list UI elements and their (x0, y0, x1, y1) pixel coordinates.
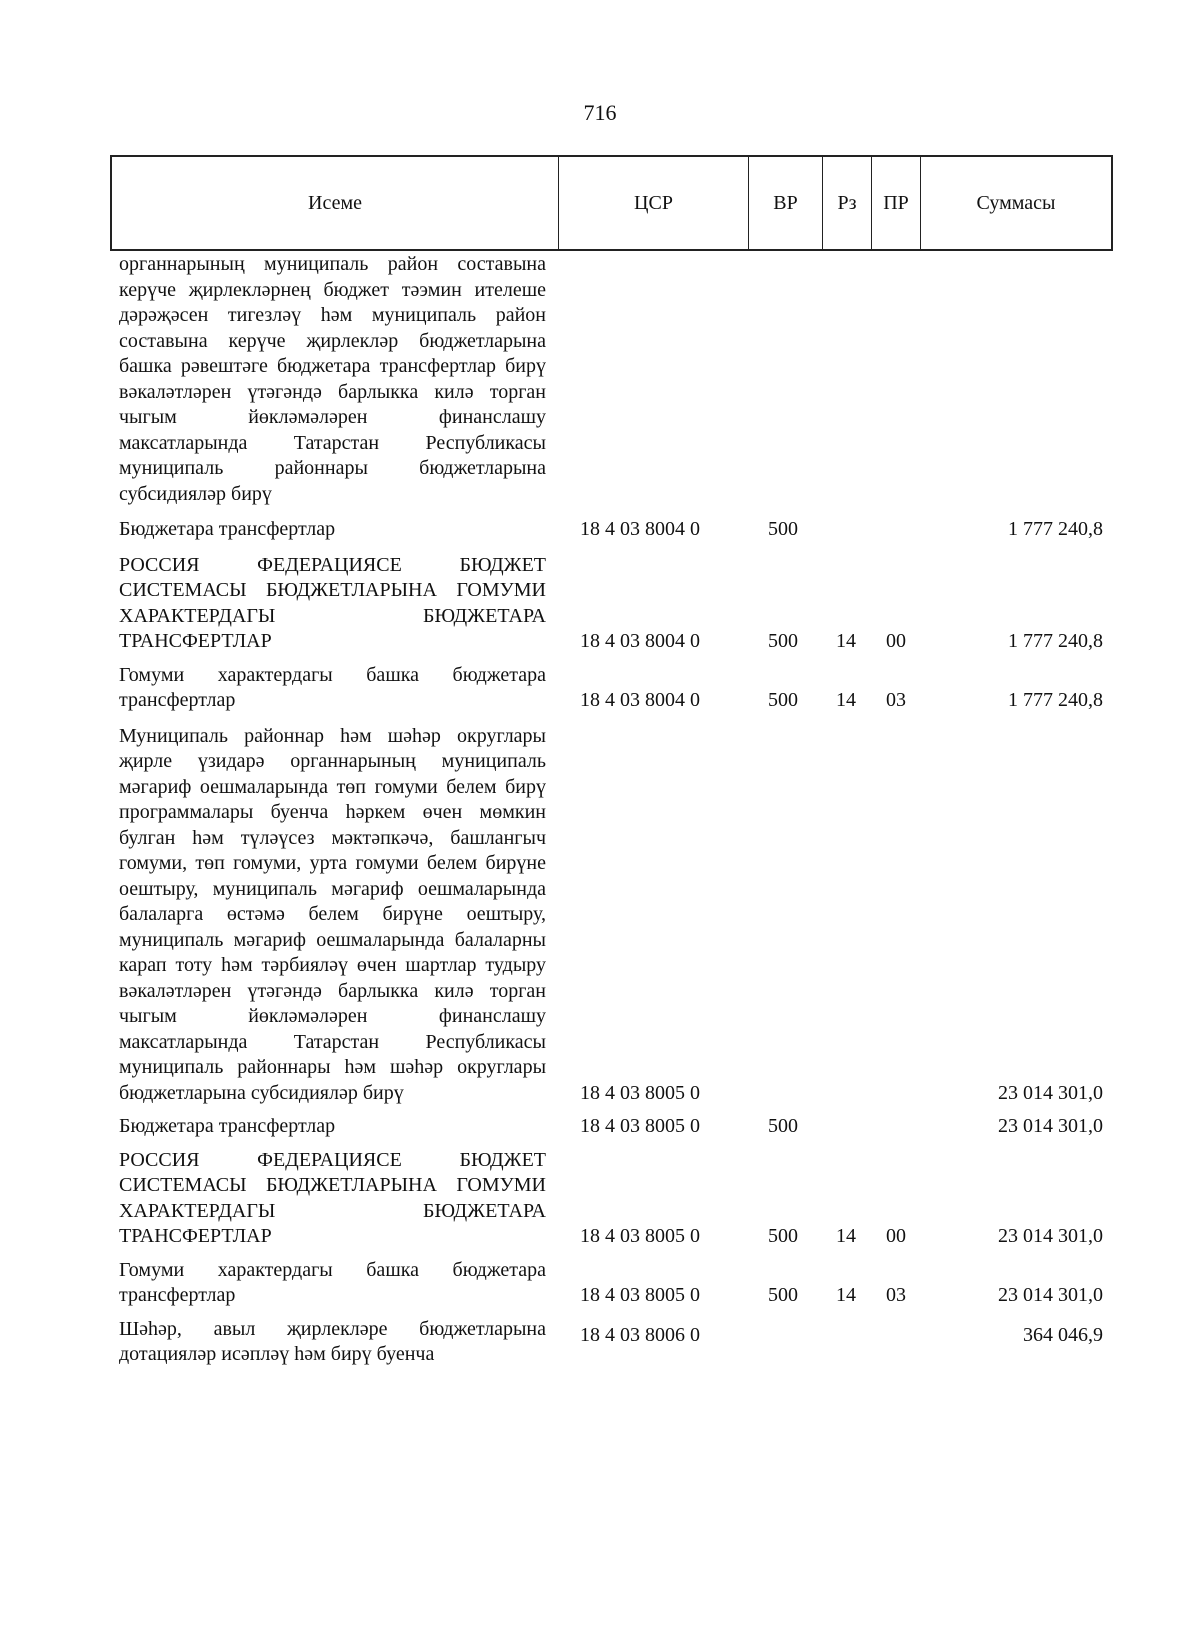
header-vr: ВР (749, 157, 823, 249)
table-header (110, 155, 1113, 251)
table-row (0, 1317, 1200, 1368)
page-number: 716 (583, 100, 617, 125)
row-name: Бюджетара трансфертлар (119, 518, 336, 540)
table-row (0, 1148, 1200, 1250)
table-row (0, 517, 1200, 543)
row-sum: 23 014 301,0 (998, 1225, 1103, 1247)
row-csr: 18 4 03 8004 0 (580, 689, 700, 711)
row-name: Бюджетара трансфертлар (119, 1115, 336, 1137)
row-csr: 18 4 03 8005 0 (580, 1225, 700, 1247)
row-pr: 03 (886, 1284, 906, 1306)
row-pr: 00 (886, 1225, 906, 1247)
row-name: Гомуми характердагы башка бюджетара трансфертлар (119, 1258, 546, 1306)
row-rz: 14 (836, 1284, 856, 1306)
row-sum: 1 777 240,8 (1008, 689, 1103, 711)
table-row (0, 1114, 1200, 1140)
row-csr: 18 4 03 8005 0 (580, 1115, 700, 1137)
row-csr: 18 4 03 8005 0 (580, 1081, 700, 1104)
table-row (0, 724, 1200, 1107)
header-sum: Суммасы (976, 191, 1056, 214)
row-pr: 00 (886, 630, 906, 652)
row-rz: 14 (836, 689, 856, 711)
row-pr: 03 (886, 689, 906, 711)
header-csr: ЦСР (559, 157, 749, 249)
row-sum: 1 777 240,8 (1008, 518, 1103, 540)
row-name: Муниципаль районнар һәм шәһәр округлары җирле үзидарә органнарының муниципаль мәгариф оешмаларында төп гомуми белем бирү программалары буенча һәркем өчен мөмкин булган һәм түләүсез мәктәпкәчә, башлангыч гомуми, төп гомуми, урта гомуми белем бирүне оештыру, муниципаль мәгариф оешмаларында балаларга өстәмә белем бирүне оештыру, муниципаль мәгариф оешмаларында балаларны карап тоту һәм тәрбияләү өчен шартлар тудыру вәкаләтләрен үтәгәндә барлыкка килә торган чыгым йөкләмәләрен финанслашу максатларында Татарстан Республикасы муниципаль районнары һәм шәһәр округлары бюджетларына субсидияләр бирү (119, 724, 546, 1104)
row-name: Гомуми характердагы башка бюджетара трансфертлар (119, 663, 546, 711)
row-name: Шәһәр, авыл җирлекләре бюджетларына дотацияләр исәпләү һәм бирү буенча (119, 1317, 546, 1365)
row-csr: 18 4 03 8004 0 (580, 518, 700, 540)
row-sum: 23 014 301,0 (998, 1284, 1103, 1306)
table-row (0, 252, 1200, 507)
row-csr: 18 4 03 8004 0 (580, 630, 700, 652)
row-name: РОССИЯ ФЕДЕРАЦИЯСЕ БЮДЖЕТ СИСТЕМАСЫ БЮДЖЕТЛАРЫНА ГОМУМИ ХАРАКТЕРДАГЫ БЮДЖЕТАРА ТРАНСФЕРТЛАР (119, 1148, 546, 1247)
row-vr: 500 (768, 518, 798, 540)
header-rz: Рз (823, 157, 872, 249)
header-name: Исеме (112, 157, 559, 249)
row-rz: 14 (836, 630, 856, 652)
row-vr: 500 (768, 1284, 798, 1306)
row-name: органнарының муниципаль район составына керүче җирлекләрнең бюджет тәэмин ителеше дәрәҗәсен тигезләү һәм муниципаль район составына керүче җирлекләр бюджетларына башка рәвештәге бюджетара трансфертлар бирү вәкаләтләрен үтәгәндә барлыкка килә торган чыгым йөкләмәләрен финанслашу максатларында Татарстан Республикасы муниципаль районнары бюджетларына субсидияләр бирү (119, 253, 546, 505)
row-sum: 23 014 301,0 (998, 1115, 1103, 1137)
row-vr: 500 (768, 630, 798, 652)
table-row (0, 663, 1200, 714)
row-sum: 23 014 301,0 (998, 1081, 1103, 1104)
row-csr: 18 4 03 8006 0 (580, 1323, 700, 1346)
row-vr: 500 (768, 689, 798, 711)
row-csr: 18 4 03 8005 0 (580, 1284, 700, 1306)
row-name: РОССИЯ ФЕДЕРАЦИЯСЕ БЮДЖЕТ СИСТЕМАСЫ БЮДЖЕТЛАРЫНА ГОМУМИ ХАРАКТЕРДАГЫ БЮДЖЕТАРА ТРАНСФЕРТЛАР (119, 553, 546, 652)
row-rz: 14 (836, 1225, 856, 1247)
table-body (0, 252, 1200, 1378)
row-sum: 1 777 240,8 (1008, 630, 1103, 652)
row-sum: 364 046,9 (1023, 1323, 1103, 1346)
header-pr: ПР (872, 157, 921, 249)
table-row (0, 1258, 1200, 1309)
table-row (0, 553, 1200, 655)
row-vr: 500 (768, 1225, 798, 1247)
row-vr: 500 (768, 1115, 798, 1137)
